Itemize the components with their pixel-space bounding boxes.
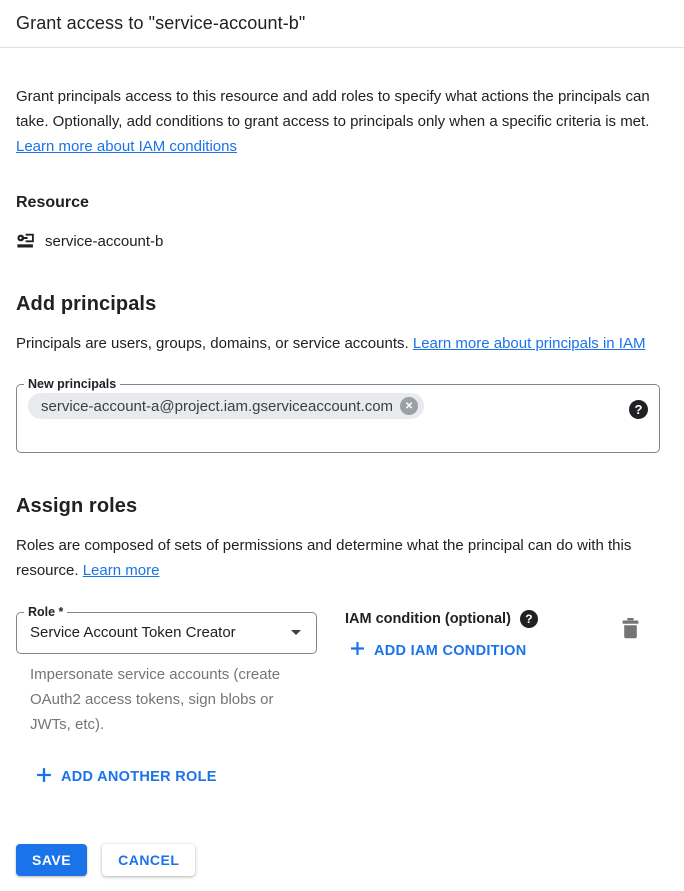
role-select-label: Role *: [28, 605, 64, 619]
assign-roles-description: [16, 533, 668, 583]
dialog-actions: [16, 844, 668, 876]
resource-row: [16, 231, 668, 251]
add-iam-condition-label: ADD IAM CONDITION: [374, 642, 527, 659]
service-account-icon: [16, 231, 36, 251]
add-another-role-button[interactable]: [36, 767, 217, 787]
resource-heading: Resource: [16, 194, 89, 211]
chip-remove-icon[interactable]: ✕: [400, 397, 418, 415]
delete-role-button[interactable]: [621, 618, 640, 642]
iam-condition-label-row: [345, 610, 538, 628]
principals-description-text: Principals are users, groups, domains, or service accounts.: [16, 335, 409, 352]
roles-learn-more-link[interactable]: Learn more: [82, 562, 160, 579]
role-assignment-row: [16, 605, 668, 737]
role-helper-text: Impersonate service accounts (create OAuth2 access tokens, sign blobs or JWTs, etc).: [30, 666, 281, 733]
plus-icon: [350, 641, 365, 660]
resource-name: service-account-b: [45, 232, 164, 250]
new-principals-label: New principals: [28, 377, 117, 391]
role-select-value-row: [17, 619, 316, 653]
assign-roles-heading: Assign roles: [16, 495, 138, 517]
iam-condition-help-icon[interactable]: ?: [520, 610, 538, 628]
iam-condition-label: IAM condition (optional): [345, 611, 511, 627]
iam-conditions-link[interactable]: Learn more about IAM conditions: [16, 138, 237, 155]
principals-learn-more-link[interactable]: Learn more about principals in IAM: [412, 335, 646, 352]
add-principals-description: [16, 331, 668, 356]
intro-text: Grant principals access to this resource and add roles to specify what actions the principals can take. Optionally, add conditions to grant access to principals only when a specific criteria is met.: [16, 88, 650, 130]
role-select[interactable]: [16, 605, 317, 654]
new-principals-input[interactable]: [16, 377, 660, 453]
save-button[interactable]: SAVE: [16, 844, 87, 876]
add-principals-heading: Add principals: [16, 293, 157, 315]
roles-description-text: Roles are composed of sets of permissions and determine what the principal can do with this resource.: [16, 537, 632, 579]
principal-chip-value: service-account-a@project.iam.gserviceaccount.com: [41, 397, 394, 415]
dialog-body: [0, 84, 684, 876]
principal-chip: [28, 393, 424, 419]
dialog-title: Grant access to "service-account-b": [16, 13, 306, 33]
new-principals-inner: [17, 391, 659, 452]
role-column: [16, 605, 317, 737]
trash-icon: [621, 627, 640, 642]
dialog-header: [0, 0, 684, 48]
add-iam-condition-button[interactable]: [350, 641, 527, 660]
chevron-down-icon: [291, 630, 301, 635]
plus-icon: [36, 767, 52, 787]
role-select-value: Service Account Token Creator: [30, 624, 236, 641]
cancel-button[interactable]: CANCEL: [102, 844, 195, 876]
intro-paragraph: [16, 84, 668, 159]
add-another-role-label: ADD ANOTHER ROLE: [61, 769, 217, 785]
iam-condition-column: [345, 605, 538, 660]
principals-help-icon[interactable]: ?: [629, 400, 648, 419]
